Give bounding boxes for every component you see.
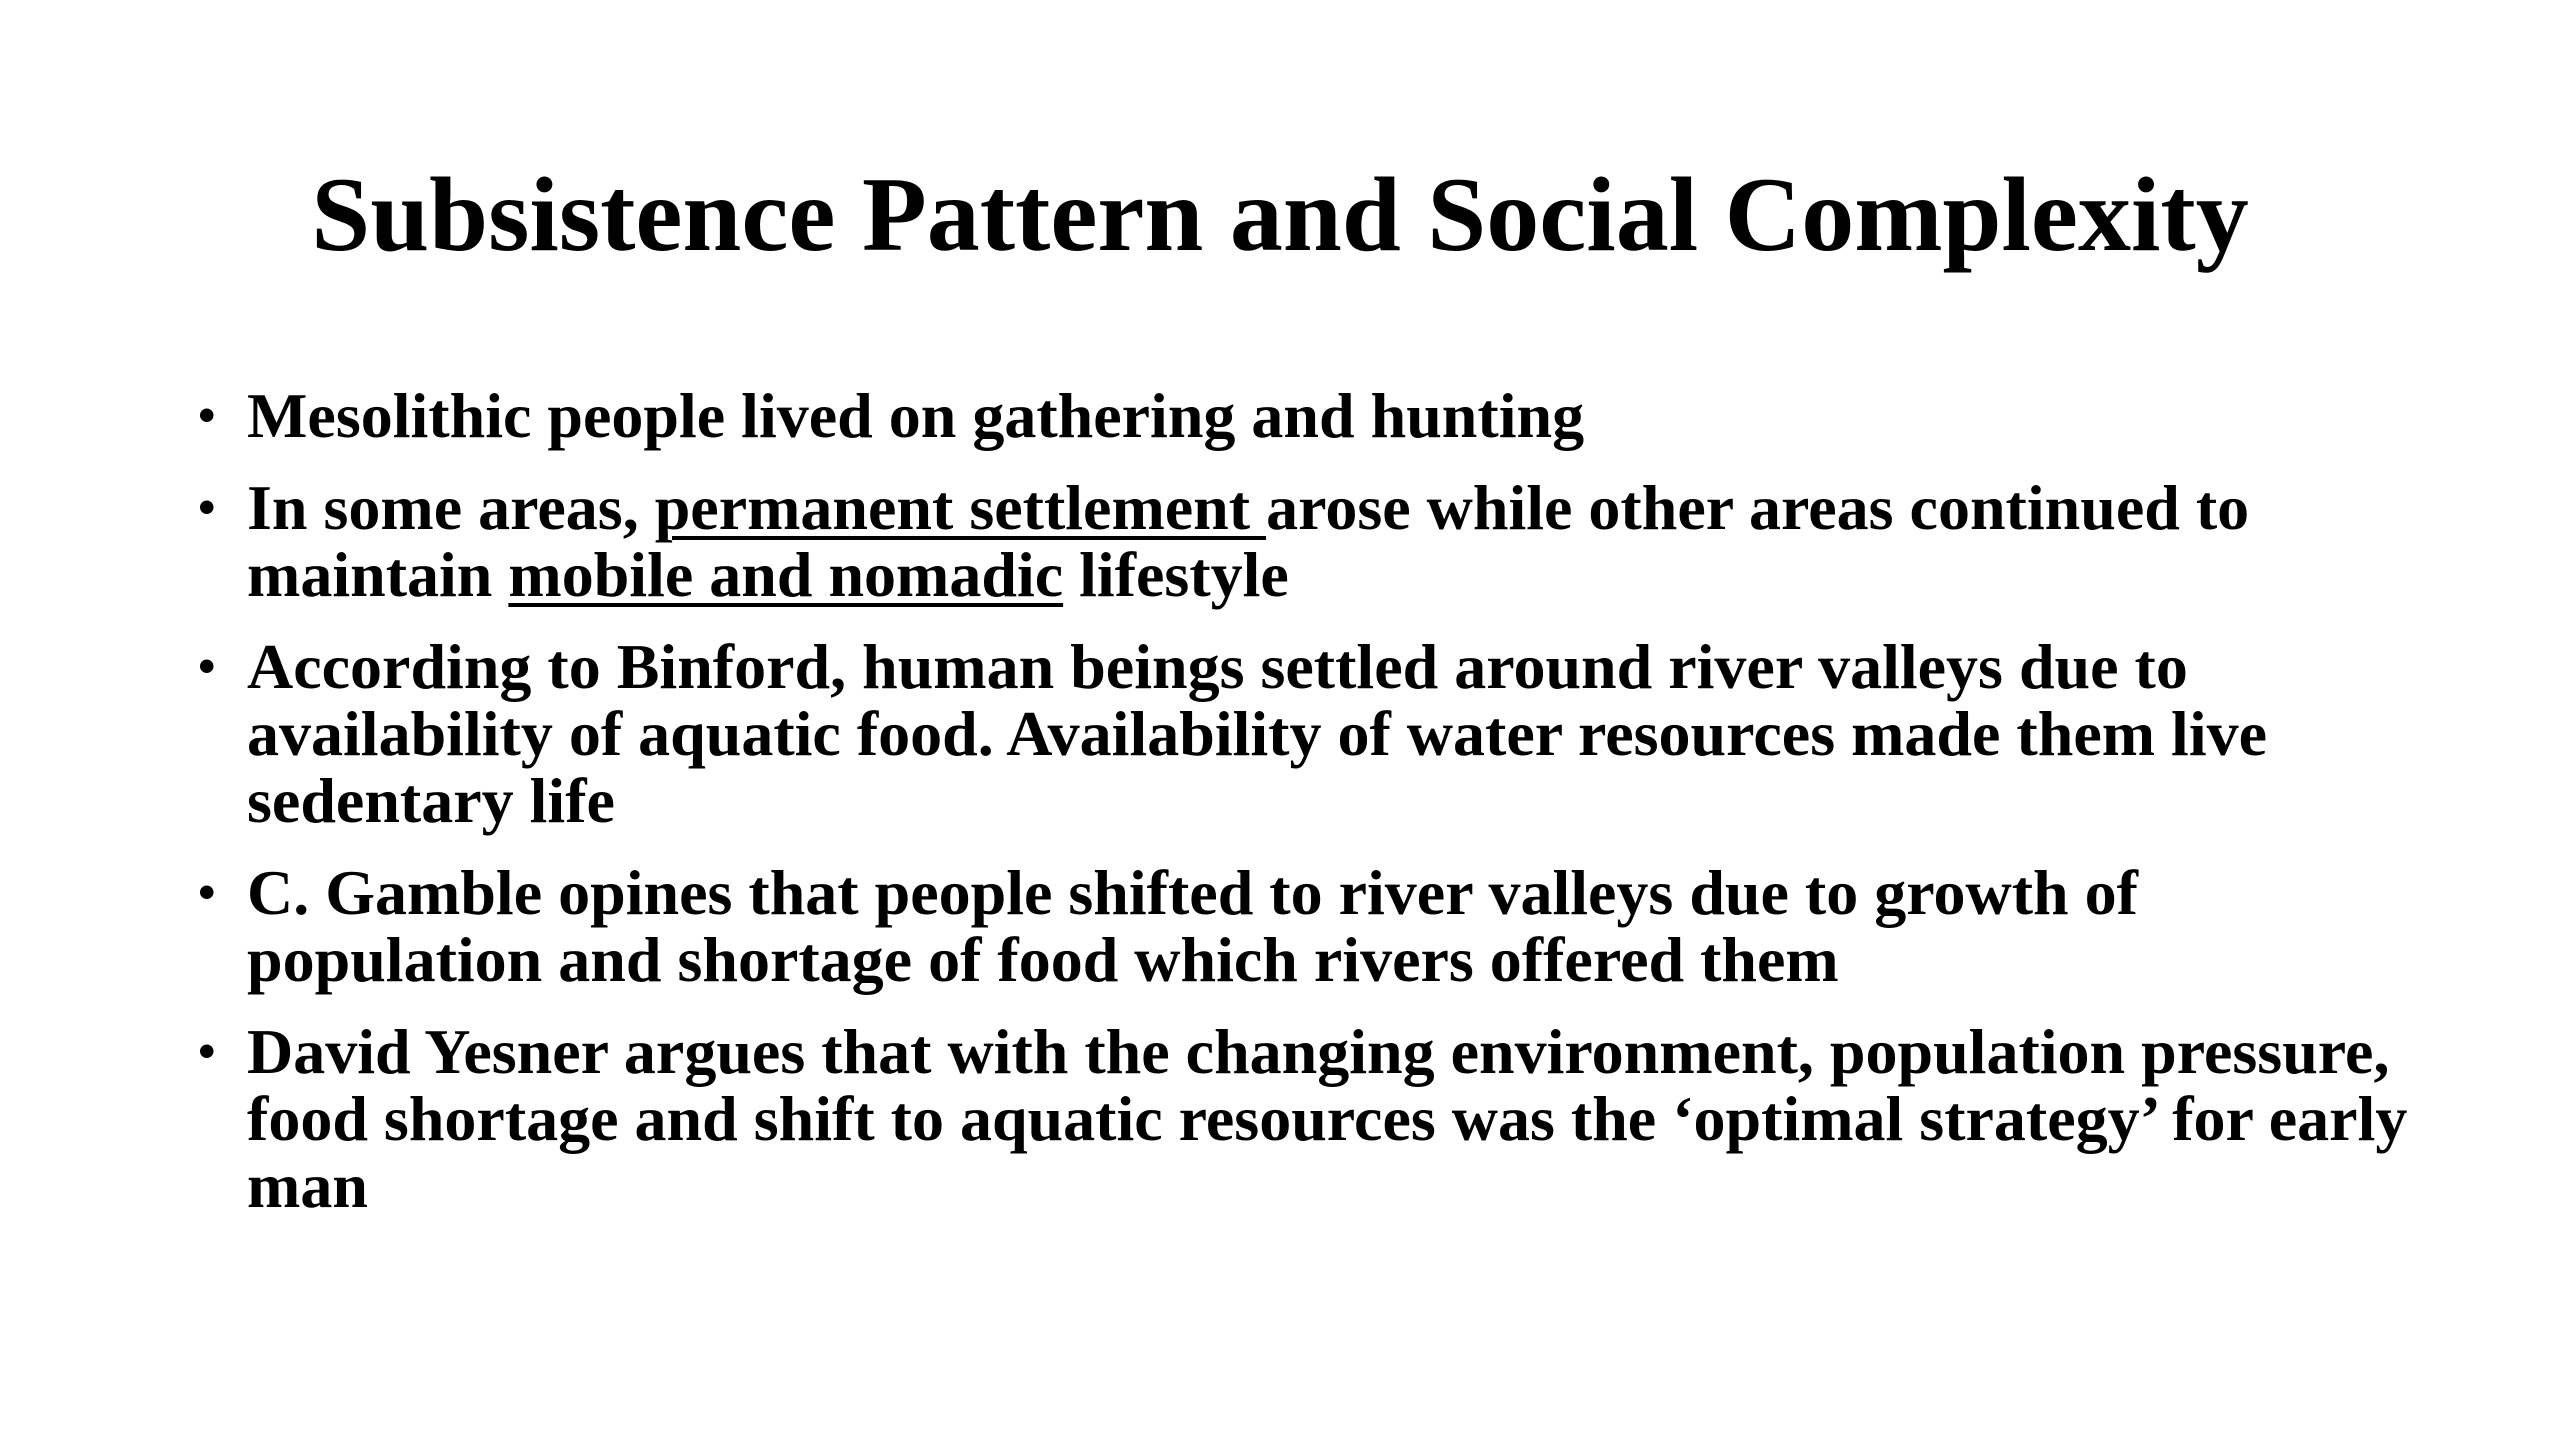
bullet-item-5	[190, 1018, 2430, 1219]
bullet-item-3	[190, 633, 2430, 834]
bullet-text-part: arose while other areas continued to maintain	[247, 472, 2250, 610]
bullet-item-2	[190, 474, 2430, 608]
bullet-dot-icon: •	[198, 864, 216, 920]
underlined-term-mobile-nomadic: mobile and nomadic	[508, 539, 1064, 610]
bullet-text-part: lifestyle	[1063, 539, 1289, 610]
bullet-list	[190, 382, 2430, 1244]
bullet-text: David Yesner argues that with the changing environment, population pressure, food shortage and shift to aquatic resources was the ‘optimal strategy’ for early man	[247, 1016, 2408, 1221]
bullet-dot-icon: •	[198, 638, 216, 694]
bullet-item-4	[190, 859, 2430, 993]
bullet-text: Mesolithic people lived on gathering and hunting	[247, 380, 1585, 451]
bullet-text-part: In some areas,	[247, 472, 655, 543]
bullet-text: According to Binford, human beings settled around river valleys due to availability of aquatic food. Availability of water resources made them live sedentary life	[247, 631, 2267, 836]
bullet-item-1	[190, 382, 2430, 449]
bullet-dot-icon: •	[198, 479, 216, 535]
bullet-text: C. Gamble opines that people shifted to river valleys due to growth of population and shortage of food which rivers offered them	[247, 857, 2138, 995]
bullet-dot-icon: •	[198, 387, 216, 443]
bullet-dot-icon: •	[198, 1023, 216, 1079]
slide-title: Subsistence Pattern and Social Complexity	[311, 156, 2249, 273]
underlined-term-permanent-settlement: permanent settlement	[654, 472, 1267, 543]
